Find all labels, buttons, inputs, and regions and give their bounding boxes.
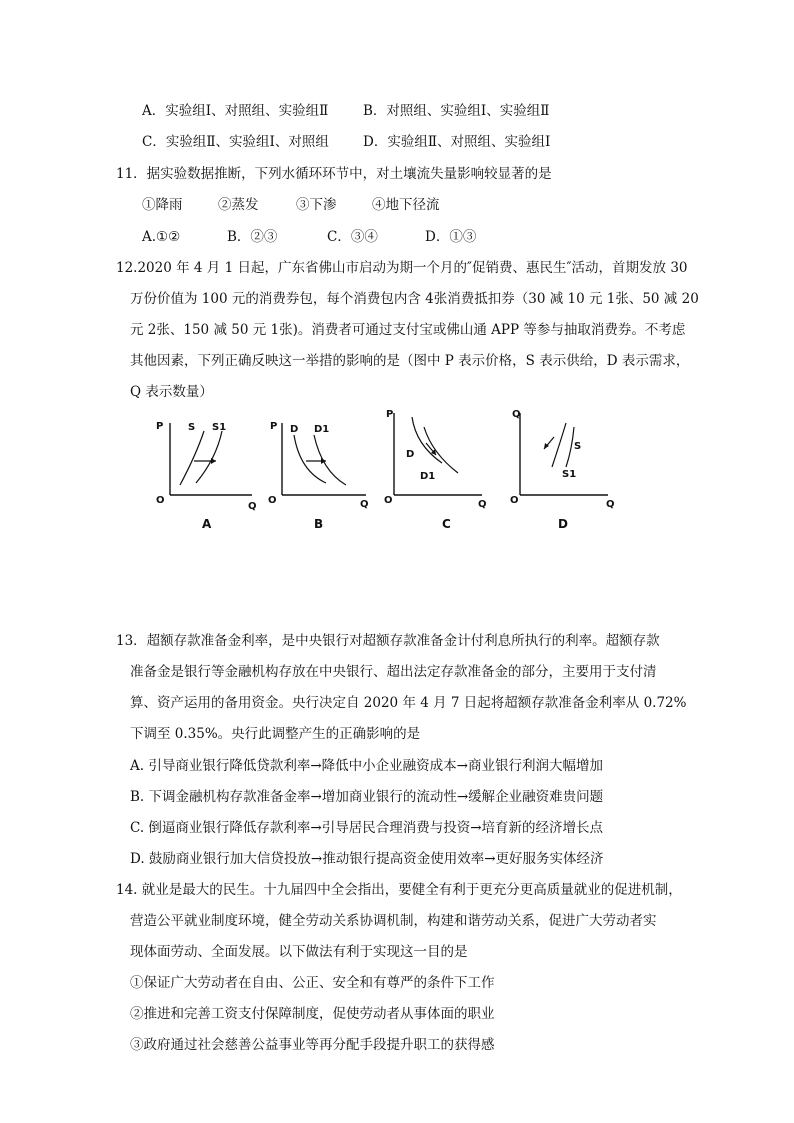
q12-stem-line-1: 12.2020 年 4 月 1 日起，广东省佛山市启动为期一个月的″促销费、惠民生″活动，首期发放 30 (116, 260, 688, 276)
graph-c-y-axis-label: P (386, 409, 394, 420)
q10-option-c: C．实验组Ⅱ、实验组Ⅰ、对照组 (142, 134, 329, 150)
q11-option-c: C．③④ (327, 229, 378, 245)
q14-item-2: ②推进和完善工资支付保障制度，促使劳动者从事体面的职业 (130, 1006, 495, 1022)
graph-b-curve-1-label: D (290, 424, 299, 435)
q13-stem-line-2: 准备金是银行等金融机构存放在中央银行、超出法定存款准备金的部分，主要用于支付清 (130, 664, 657, 680)
graph-c-origin-label: O (384, 495, 393, 506)
q13-option-d: D. 鼓励商业银行加大信贷投放→推动银行提高资金使用效率→更好服务实体经济 (130, 851, 604, 867)
q13-option-b: B. 下调金融机构存款准备金率→增加商业银行的流动性→缓解企业融资难贵问题 (130, 789, 604, 805)
q11-option-a: A.①② (142, 229, 181, 245)
graph-b-x-axis-label: Q (360, 499, 369, 510)
graph-d-curve-2-label: S1 (562, 469, 577, 480)
graph-d-caption: D (558, 517, 568, 531)
q11-option-d: D．①③ (425, 229, 477, 245)
q10-option-d: D．实验组Ⅱ、对照组、实验组Ⅰ (363, 134, 551, 150)
graph-d-origin-label: O (510, 495, 519, 506)
q12-graph-figure (140, 405, 620, 535)
q14-stem-line-1: 14. 就业是最大的民生。十九届四中全会指出，要健全有利于更充分更高质量就业的促进机制， (116, 882, 682, 898)
graph-b-curve-2-label: D1 (314, 424, 330, 435)
graph-c-curve-1-label: D (406, 449, 415, 460)
q12-stem-line-3: 元 2张、150 减 50 元 1张)。消费者可通过支付宝或佛山通 APP 等参与抽取消费券。不考虑 (130, 322, 686, 338)
graph-d-y-axis-label: Q (512, 409, 521, 420)
q13-stem-line-1: 13．超额存款准备金利率，是中央银行对超额存款准备金计付利息所执行的利率。超额存款 (116, 633, 660, 649)
q13-stem-line-4: 下调至 0.35%。央行此调整产生的正确影响的是 (130, 726, 421, 742)
q13-option-c: C. 倒逼商业银行降低存款利率→引导居民合理消费与投资→培育新的经济增长点 (130, 820, 604, 836)
q11-item-3: ③下渗 (296, 197, 337, 213)
q12-stem-line-2: 万份价值为 100 元的消费券包，每个消费包内含 4张消费抵扣券（30 减 10 元 1张、50 减 20 (130, 291, 699, 307)
graph-d-x-axis-label: Q (606, 499, 615, 510)
q12-graph-d (508, 405, 618, 535)
graph-b-y-axis-label: P (270, 421, 278, 432)
q10-option-a: A．实验组Ⅰ、对照组、实验组Ⅱ (142, 103, 329, 119)
graph-a-curve-1-label: S (188, 422, 196, 433)
q12-stem-line-4: 其他因素，下列正确反映这一举措的影响的是（图中 P 表示价格，S 表示供给，D 表示需求， (130, 353, 690, 369)
graph-a-y-axis-label: P (156, 421, 164, 432)
q11-item-1: ①降雨 (142, 197, 183, 213)
graph-a-drawing (152, 405, 262, 535)
q11-item-4: ④地下径流 (372, 197, 440, 213)
q14-stem-line-3: 现体面劳动、全面发展。以下做法有利于实现这一目的是 (130, 944, 468, 960)
graph-a-curve-2-label: S1 (212, 422, 227, 433)
graph-a-caption: A (202, 517, 212, 531)
q13-option-a: A. 引导商业银行降低贷款利率→降低中小企业融资成本→商业银行利润大幅增加 (130, 758, 603, 774)
q12-stem-line-5: Q 表示数量） (130, 384, 213, 400)
graph-a-x-axis-label: Q (248, 501, 257, 512)
q11-option-b: B．②③ (227, 229, 278, 245)
graph-b-caption: B (314, 517, 324, 531)
graph-a-origin-label: O (156, 495, 165, 506)
graph-c-x-axis-label: Q (478, 499, 487, 510)
q11-item-2: ②蒸发 (218, 197, 259, 213)
q10-option-b: B．对照组、实验组Ⅰ、实验组Ⅱ (363, 103, 550, 119)
graph-d-curve-1-label: S (574, 441, 582, 452)
graph-c-drawing (384, 405, 494, 535)
graph-b-origin-label: O (268, 495, 277, 506)
q13-stem-line-3: 算、资产运用的备用资金。央行决定自 2020 年 4 月 7 日起将超额存款准备金利率从 0.72% (130, 695, 687, 711)
q12-graph-b (266, 405, 376, 535)
q12-graph-c (384, 405, 494, 535)
q12-graph-a (152, 405, 262, 535)
q14-stem-line-2: 营造公平就业制度环境，健全劳动关系协调机制，构建和谐劳动关系，促进广大劳动者实 (130, 913, 657, 929)
q14-item-3: ③政府通过社会慈善公益事业等再分配手段提升职工的获得感 (130, 1037, 495, 1053)
q11-stem: 11．据实验数据推断，下列水循环环节中，对土壤流失量影响较显著的是 (116, 166, 552, 182)
graph-c-curve-2-label: D1 (420, 471, 436, 482)
graph-c-caption: C (442, 517, 451, 531)
q14-item-1: ①保证广大劳动者在自由、公正、安全和有尊严的条件下工作 (130, 975, 495, 991)
